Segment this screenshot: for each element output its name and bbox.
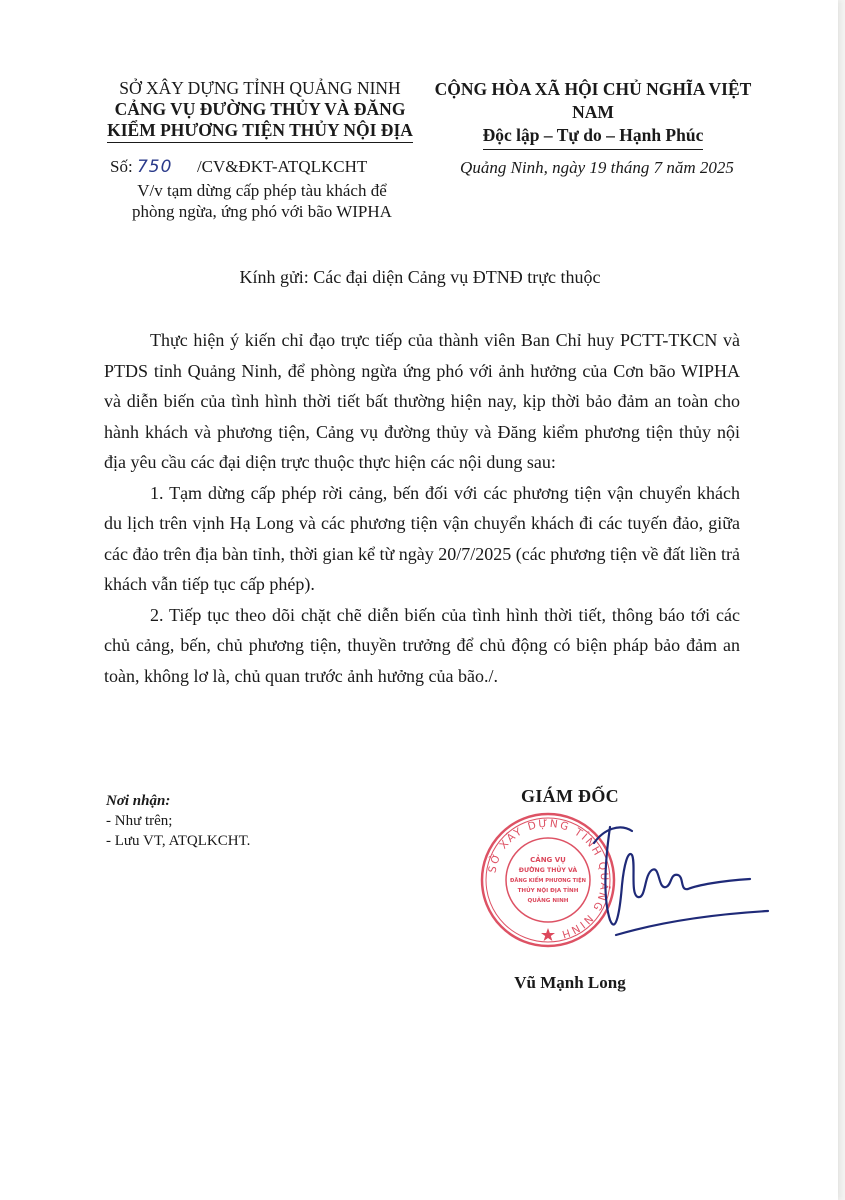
document-subject — [102, 180, 422, 222]
document-number — [110, 157, 420, 177]
subject-line2: phòng ngừa, ứng phó với bão WIPHA — [132, 202, 392, 221]
stamp-center-line: ĐĂNG KIỂM PHƯƠNG TIỆN — [510, 878, 586, 884]
national-header — [428, 78, 758, 150]
recipients-title: Nơi nhận: — [106, 793, 171, 809]
stamp-center-line: THỦY NỘI ĐỊA TỈNH — [517, 888, 579, 894]
recipient-item: - Lưu VT, ATQLKCHT. — [106, 833, 251, 849]
document-date: Quảng Ninh, ngày 19 tháng 7 năm 2025 — [460, 158, 734, 177]
recipients-list — [106, 791, 366, 851]
signer-position: GIÁM ĐỐC — [521, 786, 619, 806]
stamp-star-icon — [541, 928, 555, 941]
issuing-unit-line1: CẢNG VỤ ĐƯỜNG THỦY VÀ ĐĂNG — [114, 99, 406, 119]
body-item-1: 1. Tạm dừng cấp phép rời cảng, bến đối với các phương tiện vận chuyển khách du lịch trên vịnh Hạ Long và các phương tiện vận chuyển khách đi các tuyến đảo, giữa các đảo trên địa bàn tỉnh, thời gian kể từ ngày 20/7/2025 (các phương tiện về đất liền trả khách vẫn tiếp tục cấp phép). — [104, 482, 740, 594]
handwritten-signature — [580, 815, 780, 945]
national-motto: Độc lập – Tự do – Hạnh Phúc — [483, 124, 704, 150]
signer-name: Vũ Mạnh Long — [514, 973, 626, 992]
stamp-center-line: CẢNG VỤ — [530, 856, 566, 864]
document-body — [104, 325, 740, 691]
doc-number-handwritten: 750 — [136, 157, 173, 177]
recipient-item: - Như trên; — [106, 813, 173, 829]
doc-number-code: /CV&ĐKT-ATQLKCHT — [196, 157, 368, 176]
stamp-ring-text: SỞ XÂY DỰNG TỈNH QUẢNG NINH — [486, 817, 611, 941]
body-intro-paragraph: Thực hiện ý kiến chỉ đạo trực tiếp của thành viên Ban Chỉ huy PCTT-TKCN và PTDS tỉnh Quảng Ninh, để phòng ngừa ứng phó với ảnh hưởng của Cơn bão WIPHA và diễn biến của tình hình thời tiết bất thường hiện nay, kịp thời bảo đảm an toàn cho hành khách và phương tiện, Cảng vụ đường thủy và Đăng kiểm phương tiện thủy nội địa yêu cầu các đại diện trực thuộc thực hiện các nội dung sau: — [104, 330, 740, 472]
stamp-center-line: ĐƯỜNG THỦY VÀ — [518, 867, 578, 874]
stamp-center-line: QUẢNG NINH — [527, 898, 569, 904]
recipient-line: Kính gửi: Các đại diện Cảng vụ ĐTNĐ trực thuộc — [239, 267, 601, 287]
issuing-agency-header — [96, 78, 424, 143]
doc-number-prefix: Số: — [110, 157, 133, 176]
subject-line1: V/v tạm dừng cấp phép tàu khách để — [137, 181, 387, 200]
body-item-2: 2. Tiếp tục theo dõi chặt chẽ diễn biến của tình hình thời tiết, thông báo tới các chủ cảng, bến, chủ phương tiện, thuyền trưởng để chủ động có biện pháp bảo đảm an toàn, không lơ là, chủ quan trước ảnh hưởng của bão./. — [104, 604, 740, 686]
nation-title: CỘNG HÒA XÃ HỘI CHỦ NGHĨA VIỆT NAM — [434, 79, 752, 122]
parent-agency: SỞ XÂY DỰNG TỈNH QUẢNG NINH — [119, 78, 401, 98]
issuing-unit-line2: KIỂM PHƯƠNG TIỆN THỦY NỘI ĐỊA — [107, 120, 413, 143]
